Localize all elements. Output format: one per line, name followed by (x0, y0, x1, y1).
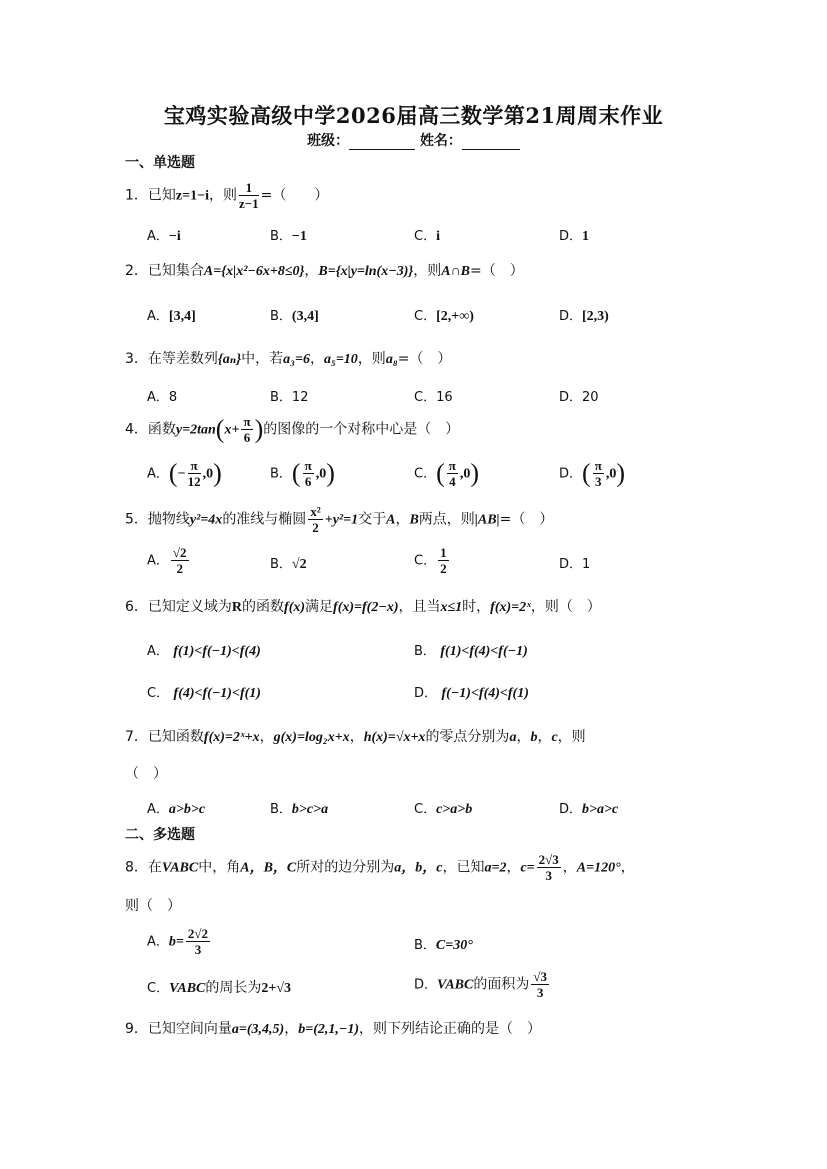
q1-option-b[interactable]: B．−1 (270, 229, 307, 244)
q3-option-b[interactable]: B．12 (270, 390, 309, 405)
q4-option-d[interactable]: D．( $\frac{\pi}{3}$ ,0) (559, 458, 625, 489)
question-1: 1．已知z=1−i，则 $\frac{1}{z-1}$ =（ ） (125, 180, 329, 211)
q5-option-d[interactable]: D．1 (559, 557, 591, 572)
question-4: 4．函数y=2tan(x+ $\frac{\pi}{6}$ )的图像的一个对称中心是（ ） (125, 414, 460, 445)
q4-option-c[interactable]: C．( $\frac{\pi}{4}$ ,0) (414, 458, 480, 489)
q4-option-a[interactable]: A．(− $\frac{\pi}{12}$ ,0) (147, 458, 222, 489)
question-6: 6．已知定义域为R的函数f(x)满足f(x)=f(2−x)，且当x≤1时，f(x)=2ˣ，则（ ） (125, 599, 601, 615)
q5-option-a[interactable]: A． $\frac{√2}{2}$ (147, 545, 187, 576)
q1-option-a[interactable]: A．−i (147, 229, 181, 244)
q5-option-b[interactable]: B．√2 (270, 557, 307, 572)
q5-option-c[interactable]: C． $\frac{1}{2}$ (414, 545, 447, 576)
question-3: 3．在等差数列{aₙ}中，若a₃=6，a₅=10，则a₈=（ ） (125, 351, 452, 367)
q8-option-d[interactable]: D．VABC的面积为 $\frac{√3}{3}$ (414, 969, 547, 1000)
q2-option-c[interactable]: C．[2,+∞) (414, 309, 474, 324)
question-9: 9．已知空间向量a=(3,4,5)，b=(2,1,−1)，则下列结论正确的是（ ） (125, 1021, 542, 1037)
q3-option-a[interactable]: A．8 (147, 390, 178, 405)
question-5: 5．抛物线y²=4x的准线与椭圆 $\frac{\text{x²}}{2}$ +y²=1交于A，B两点，则|AB|=（ ） (125, 504, 554, 535)
q3-option-d[interactable]: D．20 (559, 390, 599, 405)
class-blank[interactable] (349, 135, 415, 150)
q7-option-d[interactable]: D．b>a>c (559, 802, 619, 817)
q6-option-a[interactable]: A． f(1)<f(−1)<f(4) (147, 644, 261, 659)
question-8: 8．在VABC中，角A，B，C所对的边分别为a，b，c，已知a=2，c= $\frac{2√3}{3}$ ，A=120°， (125, 852, 635, 883)
section-single-choice: 一、单选题 (125, 155, 195, 171)
name-blank[interactable] (462, 135, 520, 150)
section-multi-choice: 二、多选题 (125, 827, 195, 843)
q8-option-a[interactable]: A．b= $\frac{2√2}{3}$ (147, 926, 209, 957)
q7-option-a[interactable]: A．a>b>c (147, 802, 206, 817)
q6-option-d[interactable]: D． f(−1)<f(4)<f(1) (414, 686, 529, 701)
question-8-line2: 则（ ） (125, 898, 181, 914)
q1-option-d[interactable]: D．1 (559, 229, 590, 244)
question-7: 7．已知函数f(x)=2ˣ+x，g(x)=log₂x+x，h(x)=√x+x的零点分别为a，b，c，则 (125, 729, 586, 745)
q2-option-d[interactable]: D．[2,3) (559, 309, 609, 324)
q2-option-a[interactable]: A．[3,4] (147, 309, 196, 324)
q7-option-c[interactable]: C．c>a>b (414, 802, 473, 817)
student-info-line (0, 130, 827, 150)
class-label: 班级： (307, 133, 350, 149)
q8-option-b[interactable]: B．C=30° (414, 938, 473, 953)
q1-option-c[interactable]: C．i (414, 229, 440, 244)
question-7-line2: （ ） (125, 766, 167, 782)
q4-option-b[interactable]: B．( $\frac{\pi}{6}$ ,0) (270, 458, 335, 489)
q8-option-c[interactable]: C．VABC的周长为2+√3 (147, 980, 292, 996)
q6-option-c[interactable]: C． f(4)<f(−1)<f(1) (147, 686, 261, 701)
q3-option-c[interactable]: C．16 (414, 390, 453, 405)
q1-fraction: $\frac{1}{z-1}$ (238, 180, 259, 211)
q6-option-b[interactable]: B． f(1)<f(4)<f(−1) (414, 644, 528, 659)
q7-option-b[interactable]: B．b>c>a (270, 802, 329, 817)
name-label: 姓名： (419, 133, 462, 149)
question-2: 2．已知集合A={x|x²−6x+8≤0}，B={x|y=ln(x−3)}，则A∩B=（ ） (125, 263, 524, 279)
page-title: 宝鸡实验高级中学2026届高三数学第21周周末作业 (163, 103, 664, 128)
q2-option-b[interactable]: B．(3,4] (270, 309, 319, 324)
